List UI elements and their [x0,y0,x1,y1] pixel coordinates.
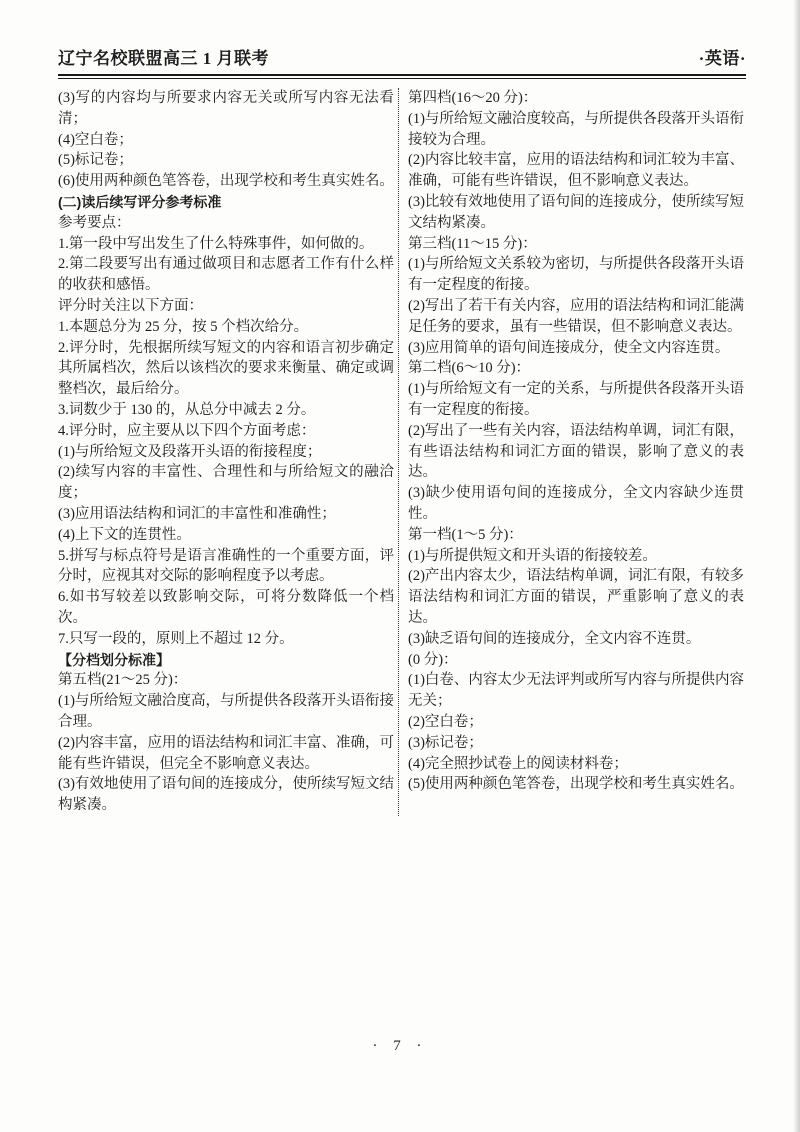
paragraph: 6.如书写较差以致影响交际，可将分数降低一个档次。 [58,589,394,626]
paragraph: (3)写的内容均与所要求内容无关或所写内容无法看清； [58,90,394,127]
paragraph: 4.评分时，应主要从以下四个方面考虑： [58,422,316,439]
paragraph: 评分时关注以下方面： [58,297,203,314]
subject-label: ·英语· [698,49,746,68]
paragraph: (6)使用两种颜色笔答卷，出现学校和考生真实姓名。 [58,173,394,190]
paragraph: (3)比较有效地使用了语句间的连接成分，使所续写短文结构紧凑。 [408,193,744,231]
paragraph: (3)缺乏语句间的连接成分，全文内容不连贯。 [408,630,701,647]
paragraph: (5)使用两种颜色笔答卷，出现学校和考生真实姓名。 [408,776,744,793]
paragraph: (4)空白卷； [58,131,133,148]
paragraph: (4)上下文的连贯性。 [58,526,191,543]
left-column [58,88,394,816]
paragraph: (0 分)： [408,651,458,668]
paragraph: 2.评分时，先根据所续写短文的内容和语言初步确定其所属档次，然后以该档次的要求来衡量、确定或调整档次，最后给分。 [58,339,394,398]
paragraph: (2)续写内容的丰富性、合理性和与所给短文的融洽度； [58,464,394,502]
paragraph: 7.只写一段的，原则上不超过 12 分。 [58,630,294,647]
paragraph: (1)与所给短文有一定的关系，与所提供各段落开头语有一定程度的衔接。 [408,381,744,418]
paragraph: (3)有效地使用了语句间的连接成分，使所续写短文结构紧凑。 [58,776,394,814]
paragraph: (2)空白卷； [408,713,483,730]
paragraph: (2)产出内容太少，语法结构单调，词汇有限，有较多语法结构和词汇方面的错误，严重影响了意义的表达。 [408,568,744,626]
section-heading: (二)读后续写评分参考标准 [58,193,222,210]
paragraph: 3.词数少于 130 的，从总分中减去 2 分。 [58,401,316,418]
paragraph: (2)写出了一些有关内容，语法结构单调，词汇有限，有些语法结构和词汇方面的错误，影响了意义的表达。 [408,422,744,481]
paragraph: (3)应用简单的语句间连接成分，使全文内容连贯。 [408,339,730,356]
paragraph: (1)与所给短文关系较为密切，与所提供各段落开头语有一定程度的衔接。 [408,256,744,294]
paragraph: 第三档(11～15 分)： [408,235,537,252]
exam-title: 辽宁名校联盟高三 1 月联考 [58,49,269,68]
paragraph: (1)与所给短文融洽度较高，与所提供各段落开头语衔接较为合理。 [408,110,744,148]
paragraph: (3)标记卷； [408,734,483,751]
content-columns [0,79,800,816]
paragraph: (1)白卷、内容太少无法评判或所写内容与所提供内容无关； [408,672,744,710]
page-footer [0,1038,800,1055]
paragraph: 5.拼写与标点符号是语言准确性的一个重要方面，评分时，应视其对交际的影响程度予以考虑。 [58,547,394,585]
paragraph: (3)应用语法结构和词汇的丰富性和准确性； [58,505,336,522]
paragraph: (1)与所给短文及段落开头语的衔接程度； [58,443,322,460]
paragraph: (2)内容丰富，应用的语法结构和词汇丰富、准确，可能有些许错误，但完全不影响意义表达。 [58,734,394,772]
page-number: · 7 · [372,1038,428,1054]
paragraph: 1.第一段中写出发生了什么特殊事件，如何做的。 [58,235,374,252]
header-row [58,44,746,69]
paragraph: (3)缺少使用语句间的连接成分，全文内容缺少连贯性。 [408,485,744,522]
paragraph: (2)内容比较丰富，应用的语法结构和词汇较为丰富、准确，可能有些许错误，但不影响意义表达。 [408,152,744,190]
paragraph: (1)与所给短文融洽度高，与所提供各段落开头语衔接合理。 [58,693,394,730]
paragraph: 第四档(16～20 分)： [408,90,538,106]
right-column [408,88,744,816]
column-divider [398,88,399,816]
page-header [0,0,800,79]
paragraph: 第一档(1～5 分)： [408,526,523,543]
paragraph: (2)写出了若干有关内容，应用的语法结构和词汇能满足任务的要求，虽有一些错误，但不影响意义表达。 [408,297,744,335]
paragraph: 1.本题总分为 25 分，按 5 个档次给分。 [58,318,309,335]
paragraph: 第二档(6～10 分)： [408,360,531,377]
paragraph: 2.第二段要写出有通过做项目和志愿者工作有什么样的收获和感悟。 [58,256,394,294]
paragraph: (4)完全照抄试卷上的阅读材料卷； [408,755,628,772]
section-heading: 【分档划分标准】 [58,651,170,668]
paragraph: 参考要点： [58,214,131,231]
paragraph: (5)标记卷； [58,152,133,169]
paragraph: 第五档(21～25 分)： [58,672,188,689]
paragraph: (1)与所提供短文和开头语的衔接较差。 [408,547,657,564]
